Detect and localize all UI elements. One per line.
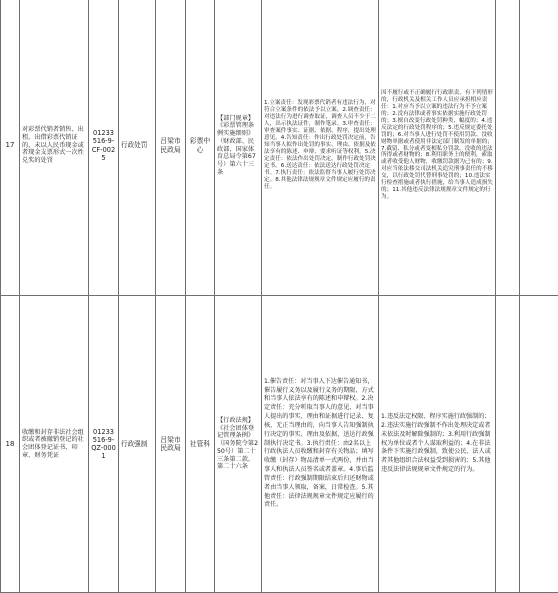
department: 吕梁市民政局	[156, 296, 186, 593]
table-row	[1, 296, 558, 593]
responsibility-items: 1.催告责任：对当事人下达催告通知书，催告履行义务以及履行义务的期限、方式和当事人依法享有的陈述和申辩权。2.决定责任：充分听取当事人的意见，对当事人提出的事实、理由和证据进行记录、复核，无正当理由的，向当事人告知强制执行决定的事实、理由及依据，送达行政强制执行决定书。3.执行责任：由2名以上行政执法人员收缴和封存有关物品；填写收缴（封存）物品清单一式两份，并由当事人和执法人员签名或者盖章。4.事后监管责任：行政强制期限结束后归还财物或者由当事人领取，备案，日常检查。5.其他责任：法律法规规章文件规定应履行的责任。	[262, 296, 379, 593]
row-number: 18	[1, 296, 20, 593]
power-type: 行政强制	[119, 296, 156, 593]
accountability-items: 因不履行或不正确履行行政职责，有下列情形的，行政机关及相关工作人员应承担相应责任：1.对应当予以立案的违法行为不予立案的；2.没有法律或者事实依据实施行政处罚的；3.擅自改变行政处罚种类、幅度的；4.违反法定的行政处罚程序的；5.违反规定委托处罚的；6.对当事人进行处罚不使用罚款、没收财物单据或者使用非法定部门制发的单据的；7.截留、私分或者变相私分罚款、没收的违法所得或者财物的；8.利用职务上的便利，索取或者收受他人财物，收缴罚款据为己有的；9.对应当依法移交司法机关追究刑事责任的不移交，以行政处罚代替刑事处罚的；10.违法实行检查措施或者执行措施，给当事人造成损失的；11.其他违反法律法规规章文件规定的行为。	[379, 0, 496, 296]
legal-basis: 【部门规章】《彩票管理条例实施细则》（财政部、民政部、国家体育总局令第67号）第六十三条	[215, 0, 262, 296]
empty-cell	[520, 0, 558, 296]
handling-unit: 社管科	[186, 296, 215, 593]
responsibility-items: 1.立案责任：发现彩票代销者有违法行为，对符合立案条件的依法予以立案。2.调查责任：对违法行为进行调查取证，调查人员不少于二人，出示执法证件，制作笔录。3.审查责任：审查案件事实、证据、依据、程序，提出处理意见。4.告知责任：作出行政处罚决定前，告知当事人拟作出处罚的事实、理由、依据及依法享有的陈述、申辩、要求听证等权利。5.决定责任：依法作出处罚决定，制作行政处罚决定书。6.送达责任：依法送达行政处罚决定书。7.执行责任：依法监督当事人履行处罚决定。8.其他法律法规规章文件规定应履行的责任。	[262, 0, 379, 296]
empty-cell	[520, 296, 558, 593]
matter-code: 01233516-9-QZ-0001	[89, 296, 119, 593]
matter-code: 01233516-9-CF-0025	[89, 0, 119, 296]
table-row	[1, 0, 558, 296]
row-number: 17	[1, 0, 20, 296]
department: 吕梁市民政局	[156, 0, 186, 296]
legal-basis: 【行政法规】《社会团体登记管理条例》（国务院令第250号）第二十三条第二款、第二十六条	[215, 296, 262, 593]
empty-cell	[496, 0, 520, 296]
empty-cell	[496, 296, 520, 593]
accountability-items: 1.违反法定权限、程序实施行政强制的；2.违法实施行政强制不作出处理决定或者未依法及时解除强制的；3.利用行政强制权为单位或者个人谋取利益的；4.在非法条件下实施行政强制，致使公民、法人或者其他组织合法权益受到损害的；5.其他违反法律法规规章文件规定的行为。	[379, 296, 496, 593]
matter-name: 对彩票代销者销售、出租、出借彩票代销证的，未以人民币现金或者现金支票形式一次性兑奖的处罚	[20, 0, 89, 296]
handling-unit: 彩票中心	[186, 0, 215, 296]
matter-name: 收缴和封存非法社会组织或者被撤销登记的社会团体登记证书、印章、财务凭证	[20, 296, 89, 593]
power-type: 行政处罚	[119, 0, 156, 296]
